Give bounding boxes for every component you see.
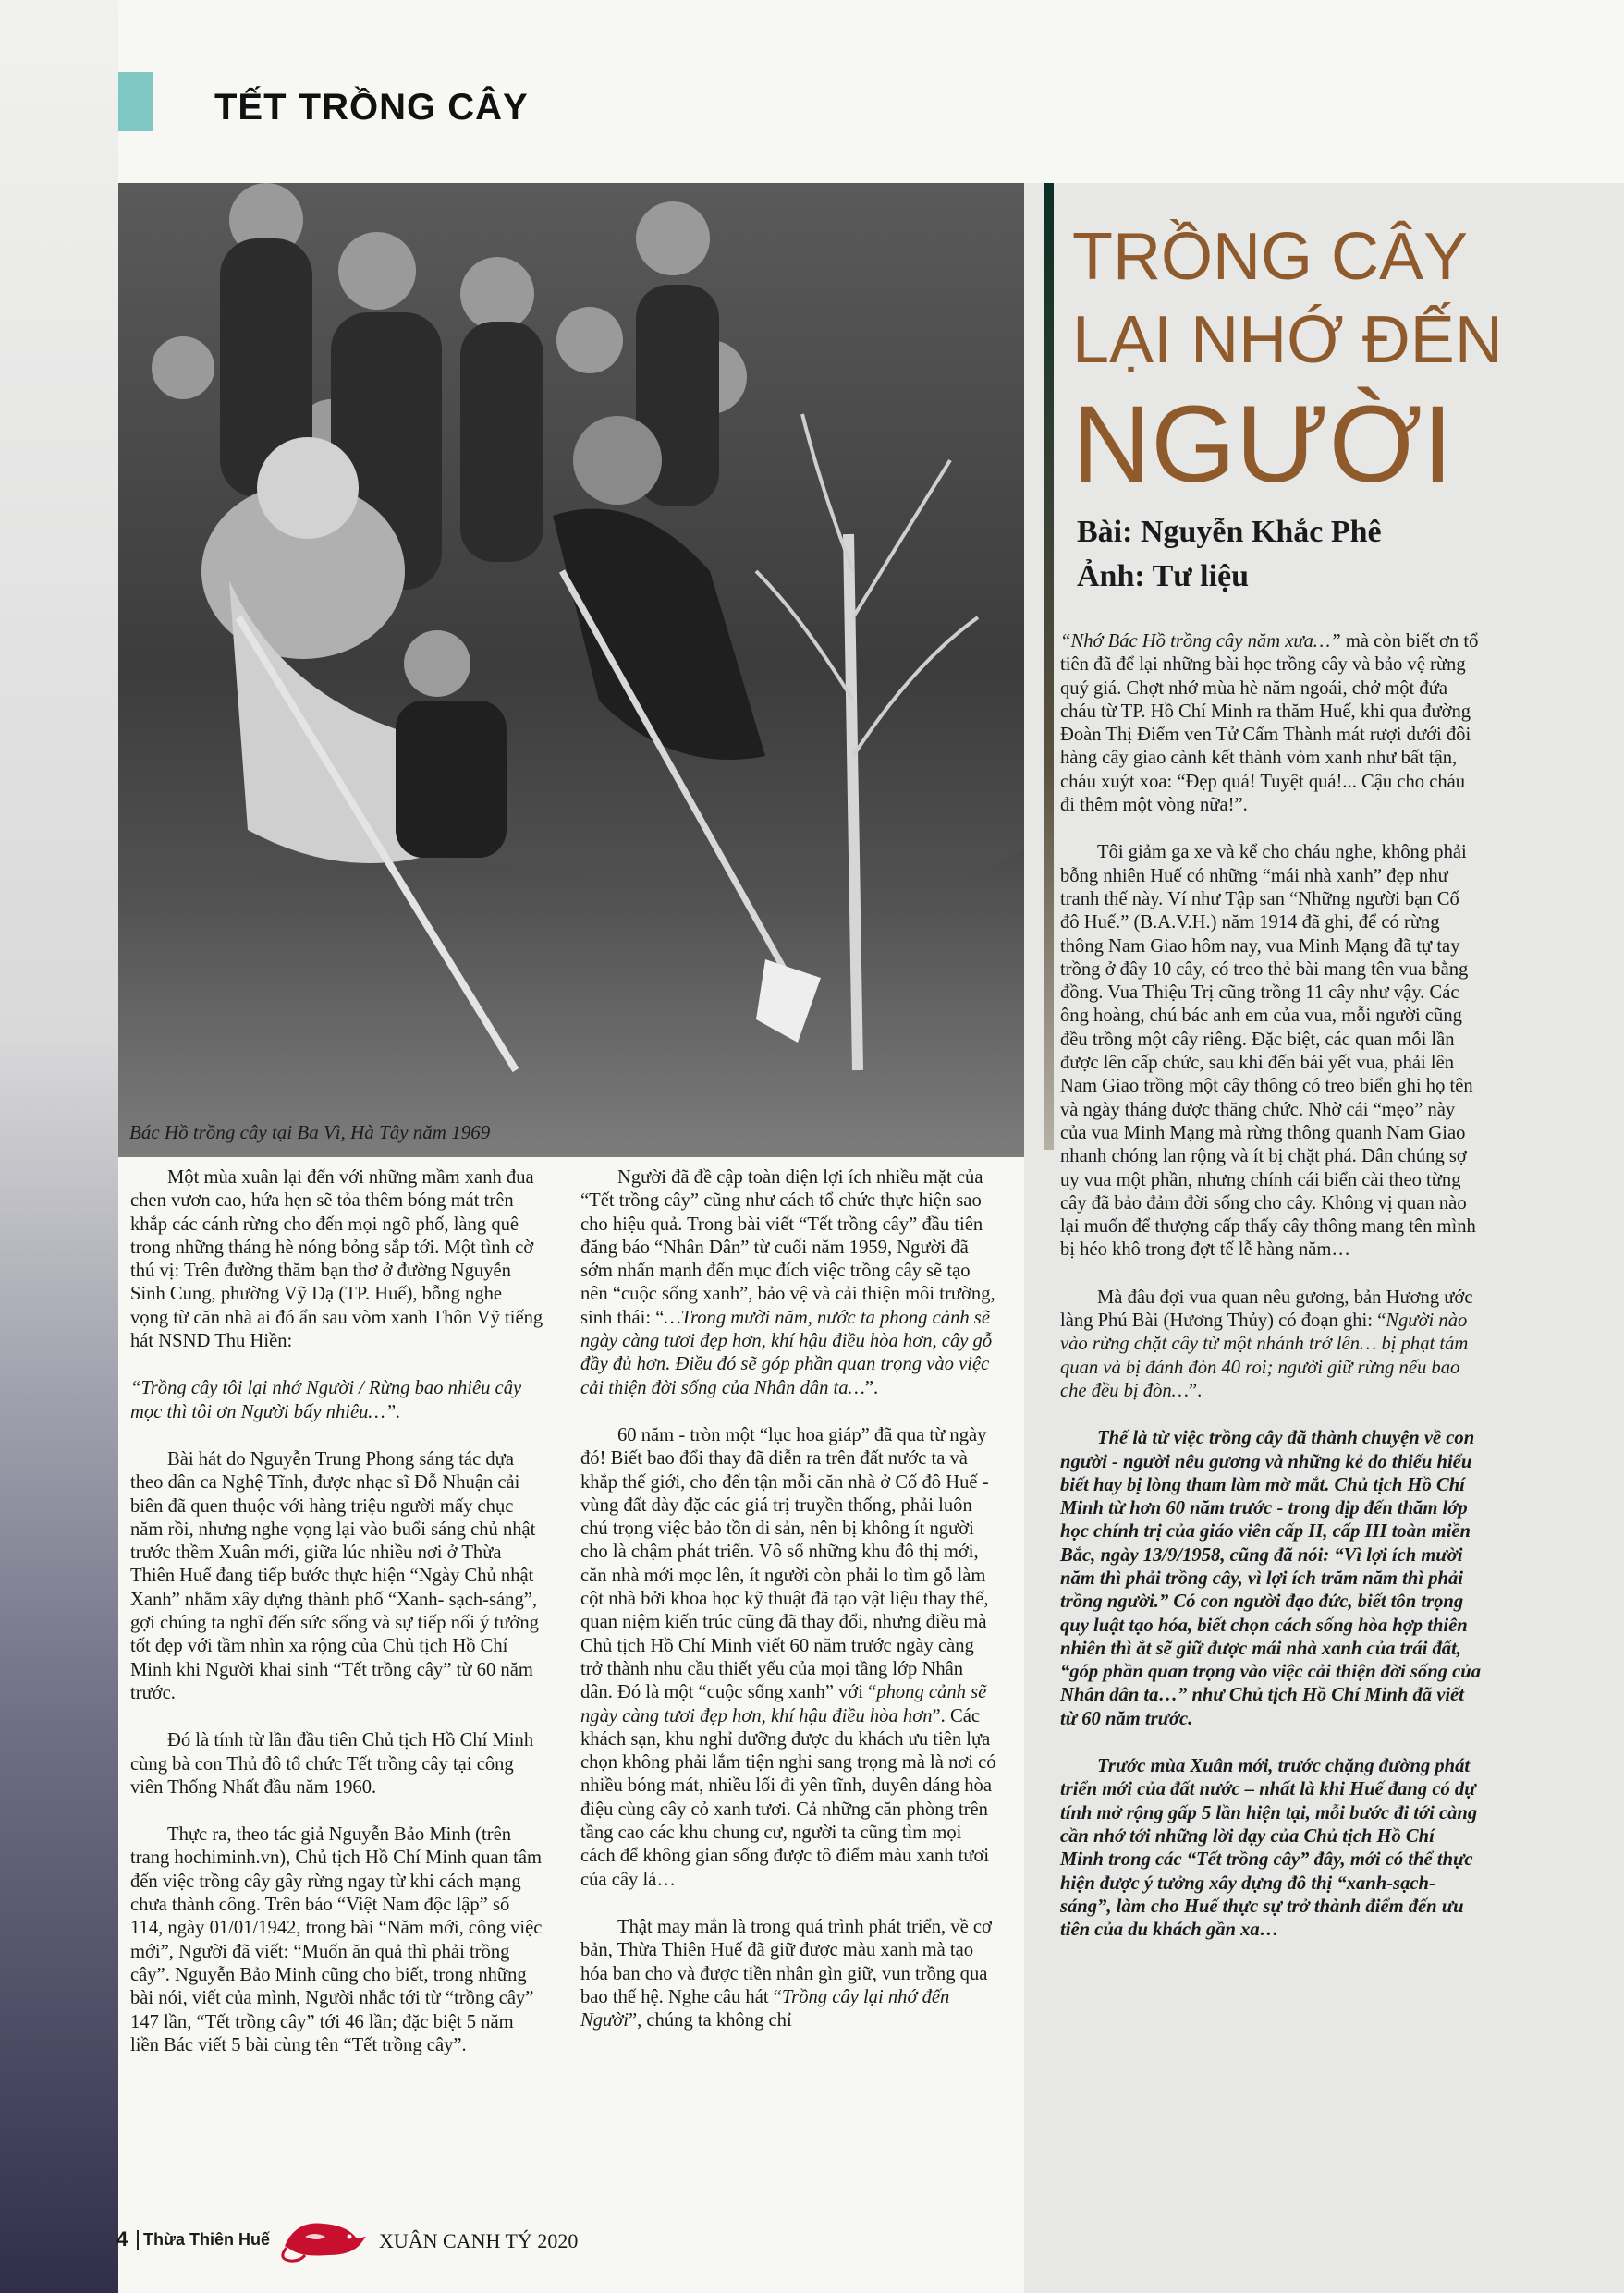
paragraph: Một mùa xuân lại đến với những mầm xanh đua chen vươn cao, hứa hẹn sẽ tỏa thêm bóng mát trên khắp các cánh rừng cho đến mọi ngõ phố, làng quê trong những tháng hè nóng bỏng sắp tới. Một tình cờ thú vị: Trên đường thăm bạn thơ ở đường Nguyễn Sinh Cung, phường Vỹ Dạ (TP. Huế), bỗng nghe vọng từ căn nhà ai đó ẩn sau vòm xanh Thôn Vỹ tiếng hát NSND Thu Hiền: [130, 1167, 543, 1352]
emphasis-paragraph: Thế là từ việc trồng cây đã thành chuyện về con người - người nêu gương và những kẻ do thiếu hiểu biết hay bị lòng tham làm mờ mắt. Chủ tịch Hồ Chí Minh từ hơn 60 năm trước - trong dịp đến thăm lớp học chính trị của giáo viên cấp II, cấp III toàn miền Bắc, ngày 13/9/1958, cũng đã nói: “Vì lợi ích mười năm thì phải trồng cây, vì lợi ích trăm năm thì phải trồng người.” Có con người đạo đức, biết tôn trọng quy luật tạo hóa, biết chọn cách sống hòa hợp thiên nhiên thì ắt sẽ giữ được mái nhà xanh của trái đất, “góp phần quan trọng vào việc cải thiện đời sống của Nhân dân ta…” như Chủ tịch Hồ Chí Minh đã viết từ 60 năm trước. [1060, 1428, 1482, 1729]
issue-label: XUÂN CANH TÝ 2020 [379, 2229, 579, 2252]
article-photo [118, 183, 1024, 1157]
paragraph: Thực ra, theo tác giả Nguyễn Bảo Minh (trên trang hochiminh.vn), Chủ tịch Hồ Chí Minh quan tâm đến việc trồng cây gây rừng ngay từ khi cách mạng chưa thành công. Trên báo “Việt Nam độc lập” số 114, ngày 01/01/1942, trong bài “Năm mới, công việc mới”, Người đã viết: “Muốn ăn quả thì phải trồng cây”. Nguyễn Bảo Minh cũng cho biết, trong những bài nói, viết của mình, Người nhắc tới từ “trồng cây” 147 lần, “Tết trồng cây” tới 46 lần; đặc biệt 5 năm liền Bác viết 5 bài cùng tên “Tết trồng cây”. [130, 1824, 543, 2055]
column-1 [130, 1166, 544, 2081]
photo-caption: Bác Hồ trồng cây tại Ba Vì, Hà Tây năm 1969 [129, 1121, 491, 1143]
headline-line-2: LẠI NHỚ ĐẾN [1072, 303, 1503, 377]
paragraph: Đó là tính từ lần đầu tiên Chủ tịch Hồ Chí Minh cùng bà con Thủ đô tổ chức Tết trồng cây tại công viên Thống Nhất đầu năm 1960. [130, 1730, 534, 1798]
emphasis-paragraph: Trước mùa Xuân mới, trước chặng đường phát triển mới của đất nước – nhất là khi Huế đang có dự tính mở rộng gấp 5 lần hiện tại, mỗi bước đi tới càng cần nhớ tới những lời dạy của Chủ tịch Hồ Chí Minh trong các “Tết trồng cây” đây, mới có thể thực hiện được ý tưởng xây dựng đô thị “xanh-sạch-sáng”, làm cho Huế thực sự trở thành điểm đến ưu tiên của du khách gần xa… [1060, 1756, 1478, 1941]
column-3 [1060, 630, 1481, 1966]
byline-photo: Ảnh: Tư liệu [1077, 559, 1250, 593]
paragraph: 60 năm - tròn một “lục hoa giáp” đã qua từ ngày đó! Biết bao đổi thay đã diễn ra trên đất nước ta và khắp thế giới, cho đến tận mỗi căn nhà ở Cố đô Huế - vùng đất dày đặc các giá trị truyền thống, phải luôn chú trọng việc bảo tồn di sản, nên bị không ít người cho là chậm phát triển. Vô số những khu đô thị mới, căn nhà mới mọc lên, ít người còn phải lo tìm gỗ làm cột nhà bởi khoa học kỹ thuật đã tạo vật liệu thay thế, quan niệm kiến trúc cũng đã thay đổi, nhưng điều mà Chủ tịch Hồ Chí Minh viết 60 năm trước ngày càng trở thành nhu cầu thiết yếu của mọi tầng lớp Nhân dân. Đó là một “cuộc sống xanh” với “phong cảnh sẽ ngày càng tươi đẹp hơn, khí hậu điều hòa hơn”. Các khách sạn, khu nghỉ dưỡng được du khách ưu tiên lựa chọn không phải lắm tiện nghi sang trọng mà là nơi có nhiều bóng mát, nhiều lối đi yên tĩnh, duyên dáng hòa điệu cùng cây cỏ xanh tươi. Cả những căn phòng trên tầng cao các khu chung cư, người ta cũng tìm mọi cách để không gian sống được tô điểm màu xanh tươi của cây lá… [580, 1424, 996, 1890]
quote-text: “Trồng cây tôi lại nhớ Người / Rừng bao nhiêu cây mọc thì tôi ơn Người bấy nhiêu…”. [130, 1378, 522, 1422]
paragraph: Người đã đề cập toàn diện lợi ích nhiều mặt của “Tết trồng cây” cũng như cách tổ chức thực hiện sao cho hiệu quả. Trong bài viết “Tết trồng cây” đầu tiên đăng báo “Nhân Dân” từ cuối năm 1959, Người đã sớm nhấn mạnh đến mục đích việc trồng cây sẽ tạo nên “cuộc sống xanh”, bảo vệ và cải thiện môi trường, sinh thái: “…Trong mười năm, nước ta phong cảnh sẽ ngày càng tươi đẹp hơn, khí hậu điều hòa hơn, cây gỗ đầy đủ hơn. Điều đó sẽ góp phần quan trọng vào việc cải thiện đời sống của Nhân dân ta…”. [580, 1167, 995, 1398]
section-title: TẾT TRỒNG CÂY [214, 87, 529, 128]
paragraph: Tôi giảm ga xe và kể cho cháu nghe, không phải bỗng nhiên Huế có những “mái nhà xanh” đẹp như tranh thế này. Ví như Tập san “Những người bạn Cố đô Huế.” (B.A.V.H.) năm 1914 đã ghi, để có rừng thông Nam Giao hôm nay, vua Minh Mạng đã tự tay trồng ở đây 10 cây, có treo thẻ bài mang tên vua bằng đồng. Vua Thiệu Trị cũng trồng 11 cây như vậy. Các ông hoàng, chú bác anh em của vua, mỗi người cũng đều trồng một cây riêng. Đặc biệt, các quan mỗi lần được lên cấp chức, sau khi đến bái yết vua, phải lên Nam Giao trồng một cây thông có treo biển ghi họ tên và ngày tháng được thăng chức. Nhờ cái “mẹo” này của vua Minh Mạng mà rừng thông quanh Nam Giao nhanh chóng lan rộng và ít bị chặt phá. Dân chúng sợ uy vua một phần, nhưng chính cái biển cài theo từng cây đã bảo đảm đời sống cho cây. Không vị quan nào lại muốn để thượng cấp thấy cây thông mang tên mình bị héo khô trong đợt tế lễ hàng năm… [1060, 842, 1476, 1261]
headline-line-1: TRỒNG CÂY [1072, 220, 1469, 294]
accent-stripe [1044, 183, 1054, 1150]
paragraph: “Nhớ Bác Hồ trồng cây năm xưa…” mà còn biết ơn tổ tiên đã để lại những bài học trồng cây và bảo vệ rừng quý giá. Chợt nhớ mùa hè năm ngoái, chở một đứa cháu từ TP. Hồ Chí Minh ra thăm Huế, khi qua đường Đoàn Thị Điểm ven Tử Cấm Thành mát rượi dưới đôi hàng cây giao cành kết thành vòm xanh như bất tận, cháu xuýt xoa: “Đẹp quá! Tuyệt quá!... Cậu cho cháu đi thêm một vòng nữa!”. [1060, 631, 1479, 816]
byline-author: Bài: Nguyễn Khắc Phê [1077, 515, 1382, 549]
page-number: 4 [116, 2227, 128, 2250]
paragraph: Thật may mắn là trong quá trình phát triển, về cơ bản, Thừa Thiên Huế đã giữ được màu xanh mà tạo hóa ban cho và được tiền nhân gìn giữ, vun trồng qua bao thế hệ. Nghe câu hát “Trồng cây lại nhớ đến Người”, chúng ta không chỉ [580, 1916, 992, 2031]
song-quote [130, 1377, 544, 1424]
byline [1077, 510, 1382, 599]
photo-illustration [118, 183, 1024, 1157]
rat-zodiac-icon [277, 2209, 370, 2264]
column-2 [580, 1166, 996, 2056]
decorative-side-band [0, 0, 118, 2293]
paragraph: Mà đâu đợi vua quan nêu gương, bản Hương ước làng Phú Bài (Hương Thủy) có đoạn ghi: “Người nào vào rừng chặt cây từ một nhánh trở lên… bị phạt tám quan và bị đánh đòn 40 roi; người giữ rừng nếu bao che đều bị đòn…”. [1060, 1287, 1473, 1401]
headline-line-3: NGƯỜI [1072, 384, 1453, 506]
section-marker [118, 72, 153, 131]
paragraph: Bài hát do Nguyễn Trung Phong sáng tác dựa theo dân ca Nghệ Tĩnh, được nhạc sĩ Đỗ Nhuận cải biên đã quen thuộc với hàng triệu người mấy chục năm rồi, nhưng nghe vọng lại vào buổi sáng chủ nhật trước thềm Xuân mới, giữa lúc nhiều nơi ở Thừa Thiên Huế đang tiếp bước thực hiện “Ngày Chủ nhật Xanh” nhằm xây dựng thành phố “Xanh- sạch-sáng”, gợi chúng ta nghĩ đến sức sống và sự tiếp nối ý tưởng tốt đẹp với tầm nhìn xa rộng của Chủ tịch Hồ Chí Minh khi Người khai sinh “Tết trồng cây” từ 60 năm trước. [130, 1448, 539, 1703]
magazine-name: Thừa Thiên Huế [137, 2230, 270, 2250]
headline [1072, 220, 1503, 506]
